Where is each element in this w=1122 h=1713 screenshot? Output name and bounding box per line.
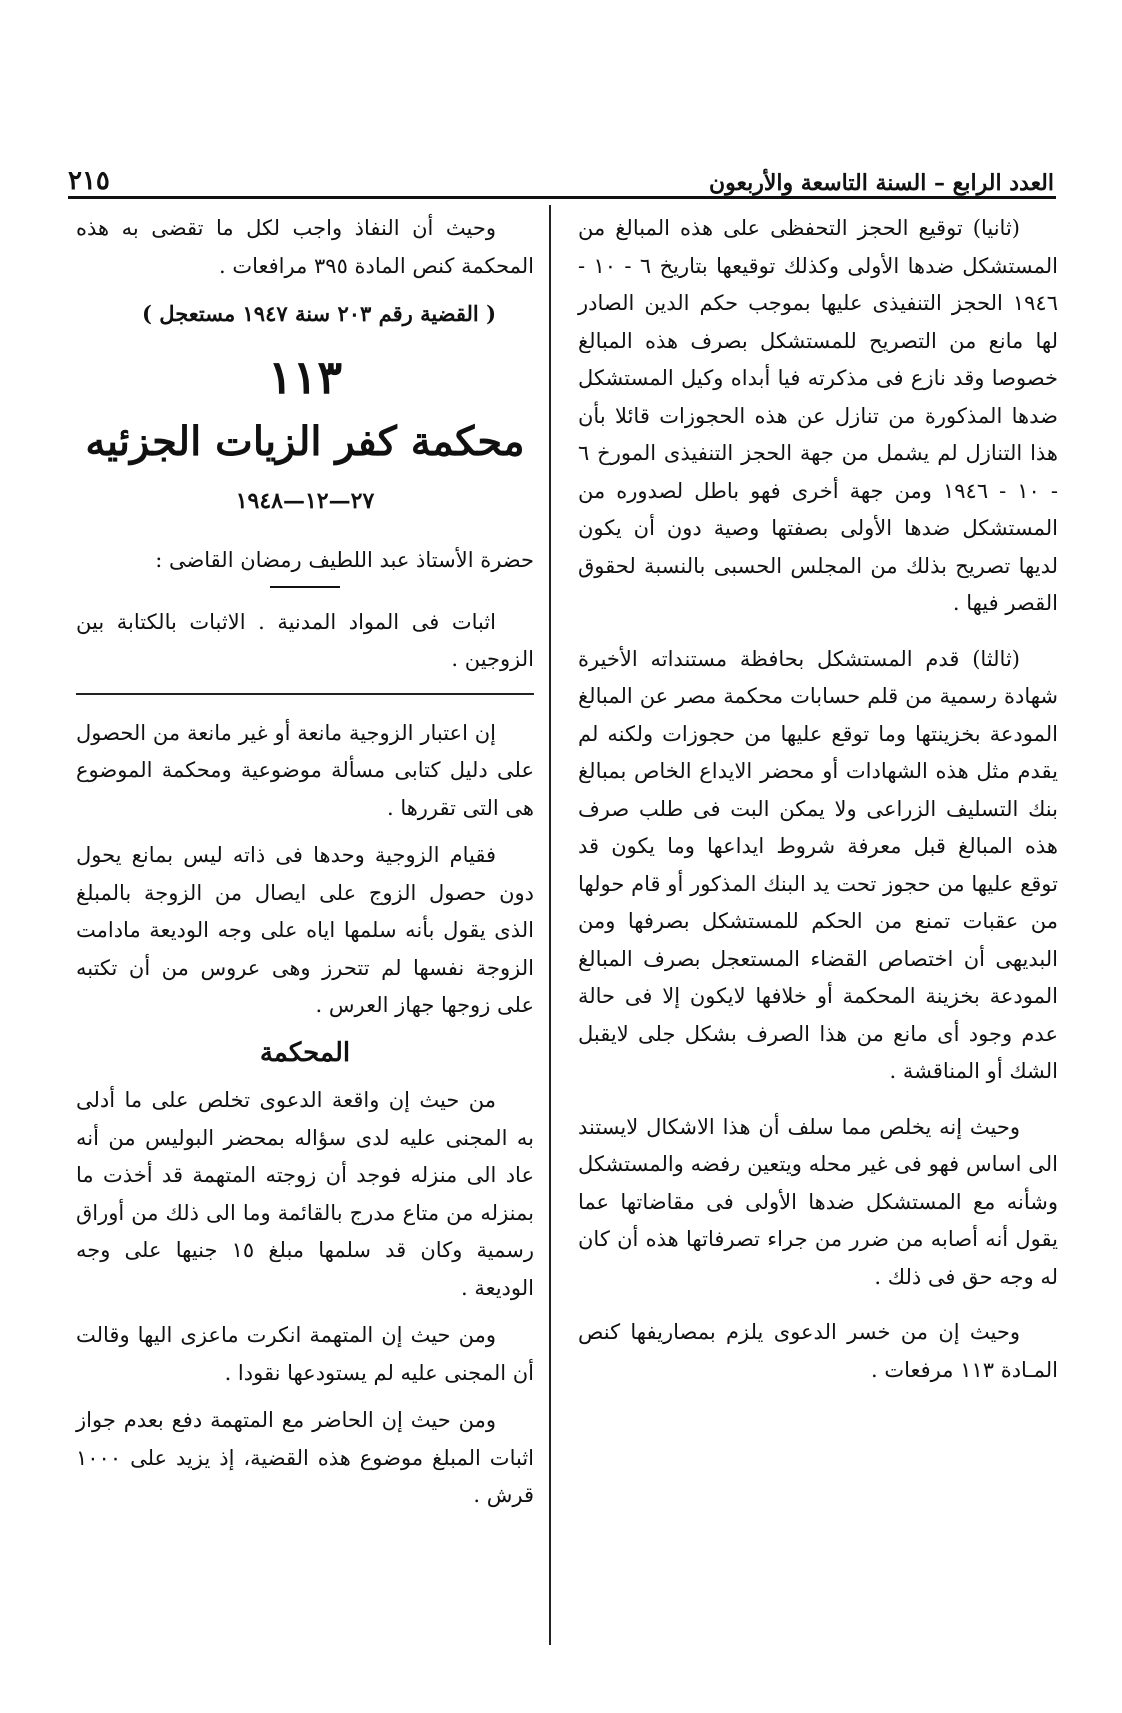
subject-line: اثبات فى المواد المدنية . الاثبات بالكتابة بين الزوجين . (76, 609, 534, 671)
court-name: محكمة كفر الزيات الجزئيه (85, 417, 525, 465)
paragraph-conclusion: وحيث إنه يخلص مما سلف أن هذا الاشكال لايستند الى اساس فهو فى غير محله ويتعين رفضه والمستشكل وشأنه مع المستشكل ضدها الأولى فى مقاضاتها عما يقول أنه أصابه من ضرر من جراء تصرفاتها هذه أن كان له وجه حق فى ذلك . (578, 1114, 1058, 1289)
header-title: العدد الرابع – السنة التاسعة والأربعون (708, 170, 1054, 196)
judgment-paragraph: ومن حيث إن الحاضر مع المتهمة دفع بعدم جواز اثبات المبلغ موضوع هذه القضية، إذ يزيد على ١٠٠٠ قرش . (76, 1408, 534, 1507)
header-rule (68, 196, 1056, 199)
intro-paragraph: وحيث أن النفاذ واجب لكل ما تقضى به هذه المحكمة كنص المادة ٣٩٥ مرافعات . (76, 216, 534, 278)
column-divider (549, 205, 551, 1645)
judge-name: حضرة الأستاذ عبد اللطيف رمضان القاضى : (155, 548, 534, 572)
paragraph-thirdly: (ثالثا) قدم المستشكل بحافظة مستنداته الأخيرة شهادة رسمية من قلم حسابات محكمة مصر عن المبالغ المودعة بخزينتها وما توقع عليها من حجوزات ولكنه لم يقدم مثل هذه الشهادات أو محضر الايداع الخاص بمبالغ بنك التسليف الزراعى ولا يمكن البت فى طلب صرف هذه المبالغ قبل معرفة شروط ايداعها وما يكون قد توقع عليها من حجوز تحت يد البنك المذكور أو قام حولها من عقبات تمنع من الحكم للمستشكل بصرفها ومن البديهى أن اختصاص القضاء المستعجل بصرف المبالغ المودعة بخزينة المحكمة أو خلافها لايكون إلا فى حالة عدم وجود أى مانع من هذا الصرف بشكل جلى لايقبل الشك أو المناقشة . (578, 646, 1058, 1083)
page-header (68, 150, 1054, 196)
section-divider (76, 693, 534, 695)
case-number: ١١٣ (267, 349, 343, 404)
page-number: ٢١٥ (68, 166, 110, 196)
left-column (76, 210, 534, 1525)
short-divider (270, 586, 340, 588)
case-reference: ( القضية رقم ٢٠٣ سنة ١٩٤٧ مستعجل ) (142, 301, 496, 326)
section-heading: المحكمة (259, 1037, 351, 1068)
principle-paragraph: فقيام الزوجية وحدها فى ذاته ليس بمانع يحول دون حصول الزوج على ايصال من الزوجة بالمبلغ الذى يقول بأنه سلمها اياه على وجه الوديعة مادامت الزوجة نفسها لم تتحرز وهى عروس من أن تكتبه على زوجها جهاز العرس . (76, 843, 534, 1017)
judgment-paragraph: ومن حيث إن المتهمة انكرت ماعزى اليها وقالت أن المجنى عليه لم يستودعها نقودا . (76, 1323, 534, 1385)
paragraph-secondly: (ثانيا) توقيع الحجز التحفظى على هذه المبالغ من المستشكل ضدها الأولى وكذلك توقيعها بتاريخ ٦ - ١٠ - ١٩٤٦ الحجز التنفيذى عليها بموجب حكم الدين الصادر لها مانع من التصريح للمستشكل بصرف هذه المبالغ خصوصا وقد نازع فى مذكرته فيا أبداه وكيل المستشكل ضدها المذكورة من تنازل عن هذه الحجوزات قائلا بأن هذا التنازل لم يشمل من جهة الحجز التنفيذى المورخ ٦ - ١٠ - ١٩٤٦ ومن جهة أخرى فهو باطل لصدوره من المستشكل ضدها الأولى بصفتها وصية دون أن يكون لديها تصريح بذلك من المجلس الحسبى بالنسبة لحقوق القصر فيها . (578, 216, 1058, 615)
case-date: ٢٧—١٢—١٩٤٨ (235, 487, 375, 514)
right-column (578, 210, 1058, 1407)
principle-paragraph: إن اعتبار الزوجية مانعة أو غير مانعة من الحصول على دليل كتابى مسألة موضوعية ومحكمة الموضوع هى التى تقررها . (76, 720, 534, 820)
judgment-paragraph: من حيث إن واقعة الدعوى تخلص على ما أدلى به المجنى عليه لدى سؤاله بمحضر البوليس من أنه عاد الى منزله فوجد أن زوجته المتهمة قد أخذت ما بمنزله من متاع مدرج بالقائمة وما الى ذلك من أوراق رسمية وكان قد سلمها مبلغ ١٥ جنيها على وجه الوديعة . (76, 1088, 534, 1300)
paragraph-costs: وحيث إن من خسر الدعوى يلزم بمصاريفها كنص المـادة ١١٣ مرفعات . (578, 1320, 1058, 1382)
